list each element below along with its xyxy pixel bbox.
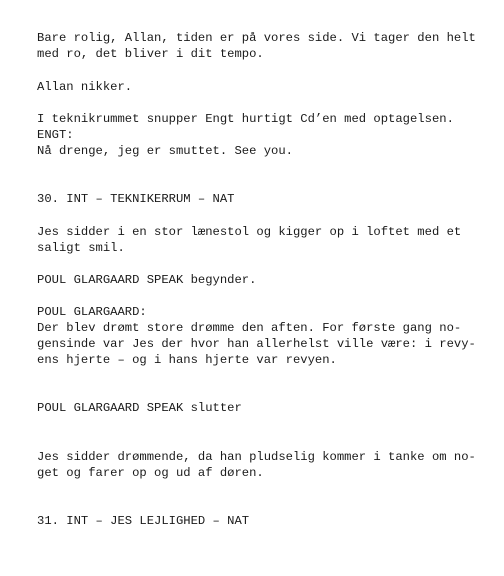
action-line: POUL GLARGAARD SPEAK begynder. [37,273,257,287]
dialogue-line: Bare rolig, Allan, tiden er på vores side. Vi tager den helt [37,31,476,45]
dialogue-line: gensinde var Jes der hvor han allerhelst ville være: i revy- [37,337,476,351]
action-line: Allan nikker. [37,80,133,94]
action-line: saligt smil. [37,241,125,255]
character-name: POUL GLARGAARD: [37,305,147,319]
scene-heading: 30. INT – TEKNIKERRUM – NAT [37,192,235,206]
action-line: Jes sidder drømmende, da han pludselig kommer i tanke om no- [37,450,476,464]
dialogue-line: med ro, det bliver i dit tempo. [37,47,264,61]
dialogue-line: Der blev drømt store drømme den aften. For første gang no- [37,321,462,335]
dialogue-line: Nå drenge, jeg er smuttet. See you. [37,144,293,158]
dialogue-line: ens hjerte – og i hans hjerte var revyen. [37,353,337,367]
action-line: get og farer op og ud af døren. [37,466,264,480]
action-line: Jes sidder i en stor lænestol og kigger op i loftet med et [37,225,462,239]
action-line: I teknikrummet snupper Engt hurtigt Cd’en med optagelsen. [37,112,454,126]
scene-heading: 31. INT – JES LEJLIGHED – NAT [37,514,250,528]
action-line: POUL GLARGAARD SPEAK slutter [37,401,242,415]
character-name: ENGT: [37,128,74,142]
